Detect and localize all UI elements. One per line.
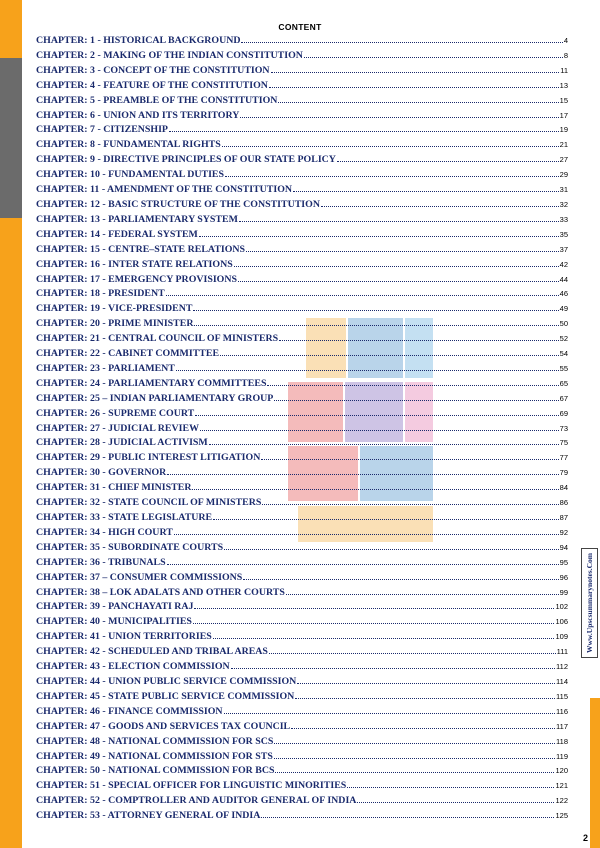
toc-entry[interactable] (36, 587, 568, 602)
toc-dot-leader (239, 221, 559, 222)
toc-entry[interactable] (36, 274, 568, 289)
toc-entry-page: 46 (559, 289, 568, 299)
toc-entry[interactable] (36, 333, 568, 348)
toc-entry-page: 13 (559, 80, 568, 90)
toc-entry-page: 95 (559, 557, 568, 567)
toc-entry-page: 118 (556, 736, 568, 746)
toc-entry-page: 33 (559, 214, 568, 224)
toc-dot-leader (267, 385, 558, 386)
right-accent-bar (590, 698, 600, 848)
toc-entry-page: 77 (559, 453, 568, 463)
toc-entry-title: CHAPTER: 14 - FEDERAL SYSTEM (36, 228, 198, 240)
toc-entry-page: 65 (559, 378, 568, 388)
toc-entry[interactable] (36, 318, 568, 333)
toc-dot-leader (337, 161, 559, 162)
toc-entry-page: 86 (559, 498, 568, 508)
toc-dot-leader (194, 608, 554, 609)
toc-entry-title: CHAPTER: 20 - PRIME MINISTER (36, 318, 194, 330)
toc-entry-title: CHAPTER: 31 - CHIEF MINISTER (36, 482, 192, 494)
toc-dot-leader (167, 564, 559, 565)
toc-entry-page: 117 (556, 721, 568, 731)
toc-entry[interactable] (36, 348, 568, 363)
toc-entry[interactable] (36, 110, 568, 125)
toc-entry-page: 27 (559, 155, 568, 165)
toc-dot-leader (231, 668, 555, 669)
toc-entry-page: 111 (556, 647, 568, 657)
toc-entry-title: CHAPTER: 25 – INDIAN PARLIAMENTARY GROUP (36, 392, 274, 404)
toc-entry[interactable] (36, 616, 568, 631)
toc-dot-leader (271, 72, 560, 73)
toc-entry[interactable] (36, 288, 568, 303)
toc-dot-leader (209, 444, 559, 445)
toc-dot-leader (246, 251, 559, 252)
toc-entry-title: CHAPTER: 46 - FINANCE COMMISSION (36, 705, 223, 717)
toc-entry-title: CHAPTER: 6 - UNION AND ITS TERRITORY (36, 109, 240, 121)
toc-entry-title: CHAPTER: 44 - UNION PUBLIC SERVICE COMMISSION (36, 675, 297, 687)
toc-dot-leader (274, 743, 555, 744)
toc-dot-leader (293, 191, 559, 192)
toc-entry[interactable] (36, 80, 568, 95)
toc-entry-title: CHAPTER: 27 - JUDICIAL REVIEW (36, 422, 199, 434)
toc-entry[interactable] (36, 423, 568, 438)
toc-dot-leader (261, 459, 558, 460)
toc-entry-title: CHAPTER: 50 - NATIONAL COMMISSION FOR BCS (36, 765, 275, 777)
toc-entry[interactable] (36, 184, 568, 199)
toc-entry[interactable] (36, 631, 568, 646)
toc-entry[interactable] (36, 751, 568, 766)
toc-dot-leader (240, 117, 558, 118)
toc-entry[interactable] (36, 482, 568, 497)
toc-dot-leader (166, 295, 559, 296)
toc-entry-page: 94 (559, 542, 568, 552)
toc-entry-page: 125 (555, 811, 568, 821)
side-watermark-url (581, 548, 598, 658)
toc-entry-page: 102 (555, 602, 568, 612)
toc-dot-leader (274, 758, 555, 759)
toc-entry-page: 19 (559, 125, 568, 135)
toc-entry-page: 15 (559, 95, 568, 105)
toc-entry-title: CHAPTER: 15 - CENTRE–STATE RELATIONS (36, 243, 246, 255)
toc-entry-page: 84 (559, 483, 568, 493)
toc-entry-title: CHAPTER: 3 - CONCEPT OF THE CONSTITUTION (36, 64, 270, 76)
toc-dot-leader (193, 623, 555, 624)
toc-entry-title: CHAPTER: 39 - PANCHAYATI RAJ (36, 601, 194, 613)
toc-entry[interactable] (36, 810, 568, 825)
toc-entry[interactable] (36, 303, 568, 318)
toc-dot-leader (220, 355, 559, 356)
toc-entry-title: CHAPTER: 35 - SUBORDINATE COURTS (36, 541, 224, 553)
toc-entry-page: 42 (559, 259, 568, 269)
toc-dot-leader (274, 400, 558, 401)
toc-entry[interactable] (36, 408, 568, 423)
toc-entry[interactable] (36, 393, 568, 408)
toc-dot-leader (213, 519, 559, 520)
toc-entry-page: 114 (556, 676, 568, 686)
toc-entry-title: CHAPTER: 24 - PARLIAMENTARY COMMITTEES (36, 377, 267, 389)
toc-dot-leader (347, 787, 554, 788)
toc-entry-page: 119 (556, 751, 568, 761)
toc-entry[interactable] (36, 124, 568, 139)
toc-dot-leader (213, 638, 555, 639)
toc-entry-title: CHAPTER: 9 - DIRECTIVE PRINCIPLES OF OUR STATE POLICY (36, 154, 336, 166)
toc-dot-leader (243, 579, 558, 580)
toc-entry-title: CHAPTER: 12 - BASIC STRUCTURE OF THE CONSTITUTION (36, 198, 320, 210)
toc-dot-leader (286, 594, 559, 595)
toc-entry-title: CHAPTER: 1 - HISTORICAL BACKGROUND (36, 35, 241, 46)
toc-entry-title: CHAPTER: 22 - CABINET COMMITTEE (36, 348, 220, 360)
toc-entry-page: 35 (559, 229, 568, 239)
toc-dot-leader (224, 713, 556, 714)
toc-entry-page: 99 (559, 587, 568, 597)
toc-entry[interactable] (36, 661, 568, 676)
toc-entry-page: 69 (559, 408, 568, 418)
toc-dot-leader (192, 489, 558, 490)
toc-entry-title: CHAPTER: 10 - FUNDAMENTAL DUTIES (36, 169, 224, 181)
left-gray-block (0, 58, 22, 218)
toc-entry[interactable] (36, 646, 568, 661)
toc-dot-leader (297, 683, 555, 684)
toc-entry[interactable] (36, 497, 568, 512)
toc-entry-title: CHAPTER: 30 - GOVERNOR (36, 467, 167, 479)
toc-entry-page: 50 (559, 319, 568, 329)
toc-entry-page: 17 (559, 110, 568, 120)
toc-entry-title: CHAPTER: 5 - PREAMBLE OF THE CONSTITUTION (36, 94, 278, 106)
toc-dot-leader (262, 504, 558, 505)
toc-dot-leader (269, 87, 559, 88)
toc-entry[interactable] (36, 244, 568, 259)
toc-entry-page: 79 (559, 468, 568, 478)
toc-dot-leader (225, 176, 559, 177)
toc-entry[interactable] (36, 795, 568, 810)
toc-dot-leader (234, 266, 559, 267)
toc-dot-leader (275, 772, 554, 773)
toc-entry-title: CHAPTER: 32 - STATE COUNCIL OF MINISTERS (36, 497, 262, 509)
toc-entry-title: CHAPTER: 36 - TRIBUNALS (36, 556, 166, 568)
toc-entry[interactable] (36, 95, 568, 110)
toc-entry-title: CHAPTER: 33 - STATE LEGISLATURE (36, 512, 213, 523)
toc-dot-leader (222, 146, 559, 147)
page-number: 2 (582, 833, 588, 843)
toc-entry[interactable] (36, 35, 568, 50)
toc-entry-page: 75 (559, 438, 568, 448)
toc-entry-page: 55 (559, 363, 568, 373)
toc-entry-title: CHAPTER: 21 - CENTRAL COUNCIL OF MINISTERS (36, 333, 279, 345)
toc-entry[interactable] (36, 363, 568, 378)
toc-entry-title: CHAPTER: 43 - ELECTION COMMISSION (36, 661, 230, 673)
toc-dot-leader (167, 474, 558, 475)
toc-entry-title: CHAPTER: 7 - CITIZENSHIP (36, 124, 168, 136)
toc-entry-page: 67 (559, 393, 568, 403)
toc-entry[interactable] (36, 721, 568, 736)
toc-entry[interactable] (36, 452, 568, 467)
toc-dot-leader (291, 728, 555, 729)
toc-dot-leader (357, 802, 554, 803)
toc-entry-page: 54 (559, 349, 568, 359)
toc-entry[interactable] (36, 557, 568, 572)
toc-entry-title: CHAPTER: 47 - GOODS AND SERVICES TAX COUNCIL (36, 720, 291, 732)
toc-dot-leader (176, 370, 559, 371)
side-url-text: Www.Upscsummarynotes.Com (585, 553, 594, 653)
toc-entry[interactable] (36, 691, 568, 706)
toc-entry-title: CHAPTER: 16 - INTER STATE RELATIONS (36, 258, 233, 270)
toc-entry-title: CHAPTER: 23 - PARLIAMENT (36, 362, 175, 374)
toc-entry-page: 109 (555, 632, 568, 642)
toc-entry-title: CHAPTER: 52 - COMPTROLLER AND AUDITOR GENERAL OF INDIA (36, 795, 357, 807)
toc-entry-page: 73 (559, 423, 568, 433)
toc-entry-title: CHAPTER: 28 - JUDICIAL ACTIVISM (36, 437, 208, 449)
toc-entry-title: CHAPTER: 53 - ATTORNEY GENERAL OF INDIA (36, 810, 261, 822)
toc-dot-leader (169, 131, 559, 132)
toc-entry-page: 21 (559, 140, 568, 150)
toc-entry-title: CHAPTER: 2 - MAKING OF THE INDIAN CONSTITUTION (36, 49, 303, 61)
toc-entry-title: CHAPTER: 29 - PUBLIC INTEREST LITIGATION (36, 452, 261, 464)
toc-entry-title: CHAPTER: 41 - UNION TERRITORIES (36, 631, 212, 643)
toc-entry[interactable] (36, 706, 568, 721)
toc-entry-title: CHAPTER: 37 – CONSUMER COMMISSIONS (36, 571, 243, 583)
toc-dot-leader (193, 310, 558, 311)
toc-entry[interactable] (36, 169, 568, 184)
toc-entry-title: CHAPTER: 4 - FEATURE OF THE CONSTITUTION (36, 79, 268, 91)
toc-dot-leader (200, 430, 559, 431)
toc-dot-leader (269, 653, 556, 654)
toc-entry-page: 106 (555, 617, 568, 627)
toc-entry[interactable] (36, 572, 568, 587)
toc-entry[interactable] (36, 50, 568, 65)
toc-entry-page: 116 (556, 706, 568, 716)
toc-entry-page: 44 (559, 274, 568, 284)
toc-entry-page: 115 (556, 691, 568, 701)
toc-entry[interactable] (36, 542, 568, 557)
toc-entry[interactable] (36, 765, 568, 780)
toc-entry-title: CHAPTER: 38 – LOK ADALATS AND OTHER COURTS (36, 586, 285, 598)
toc-entry-page: 4 (563, 36, 568, 45)
toc-entry[interactable] (36, 378, 568, 393)
toc-entry[interactable] (36, 736, 568, 751)
toc-entry-page: 11 (560, 65, 568, 75)
toc-entry[interactable] (36, 139, 568, 154)
toc-dot-leader (174, 534, 559, 535)
toc-dot-leader (238, 281, 559, 282)
toc-entry[interactable] (36, 467, 568, 482)
toc-entry-title: CHAPTER: 49 - NATIONAL COMMISSION FOR STS (36, 750, 273, 762)
toc-entry[interactable] (36, 527, 568, 542)
toc-entry[interactable] (36, 229, 568, 244)
toc-entry[interactable] (36, 154, 568, 169)
toc-dot-leader (278, 102, 558, 103)
toc-dot-leader (224, 549, 559, 550)
toc-entry-page: 120 (555, 766, 568, 776)
toc-entry-title: CHAPTER: 45 - STATE PUBLIC SERVICE COMMISSION (36, 690, 295, 702)
toc-entry[interactable] (36, 199, 568, 214)
toc-entry-title: CHAPTER: 40 - MUNICIPALITIES (36, 616, 192, 628)
toc-entry-page: 49 (559, 304, 568, 314)
table-of-contents (36, 35, 568, 825)
toc-dot-leader (199, 236, 559, 237)
toc-entry-title: CHAPTER: 42 - SCHEDULED AND TRIBAL AREAS (36, 646, 268, 658)
toc-dot-leader (241, 42, 562, 43)
toc-entry-title: CHAPTER: 19 - VICE-PRESIDENT (36, 303, 193, 315)
toc-entry-page: 92 (559, 527, 568, 537)
toc-entry-title: CHAPTER: 11 - AMENDMENT OF THE CONSTITUTION (36, 184, 293, 196)
toc-entry[interactable] (36, 780, 568, 795)
toc-entry-page: 8 (563, 50, 568, 60)
toc-entry-page: 122 (555, 796, 568, 806)
toc-entry-page: 96 (559, 572, 568, 582)
toc-entry-page: 29 (559, 170, 568, 180)
toc-dot-leader (295, 698, 555, 699)
toc-dot-leader (279, 340, 559, 341)
toc-entry-page: 52 (559, 334, 568, 344)
toc-entry-title: CHAPTER: 13 - PARLIAMENTARY SYSTEM (36, 213, 238, 225)
toc-dot-leader (261, 817, 554, 818)
toc-dot-leader (321, 206, 559, 207)
toc-entry[interactable] (36, 214, 568, 229)
toc-entry-title: CHAPTER: 17 - EMERGENCY PROVISIONS (36, 273, 237, 285)
toc-entry-page: 31 (559, 185, 568, 195)
contents-heading: CONTENT (278, 22, 322, 32)
toc-entry-title: CHAPTER: 18 - PRESIDENT (36, 288, 165, 300)
toc-dot-leader (304, 57, 563, 58)
toc-entry[interactable] (36, 437, 568, 452)
toc-entry[interactable] (36, 676, 568, 691)
toc-entry-page: 121 (555, 781, 568, 791)
toc-entry-title: CHAPTER: 26 - SUPREME COURT (36, 407, 195, 419)
toc-entry-title: CHAPTER: 8 - FUNDAMENTAL RIGHTS (36, 139, 221, 151)
toc-dot-leader (195, 415, 558, 416)
toc-entry-page: 112 (556, 662, 568, 672)
toc-dot-leader (194, 325, 558, 326)
toc-entry[interactable] (36, 601, 568, 616)
toc-entry[interactable] (36, 65, 568, 80)
toc-entry-title: CHAPTER: 51 - SPECIAL OFFICER FOR LINGUISTIC MINORITIES (36, 780, 347, 792)
toc-entry-page: 87 (559, 513, 568, 522)
toc-entry-page: 32 (559, 199, 568, 209)
toc-entry[interactable] (36, 512, 568, 527)
toc-entry-title: CHAPTER: 48 - NATIONAL COMMISSION FOR SCS (36, 735, 274, 747)
toc-entry[interactable] (36, 259, 568, 274)
toc-entry-title: CHAPTER: 34 - HIGH COURT (36, 526, 173, 538)
toc-entry-page: 37 (559, 244, 568, 254)
